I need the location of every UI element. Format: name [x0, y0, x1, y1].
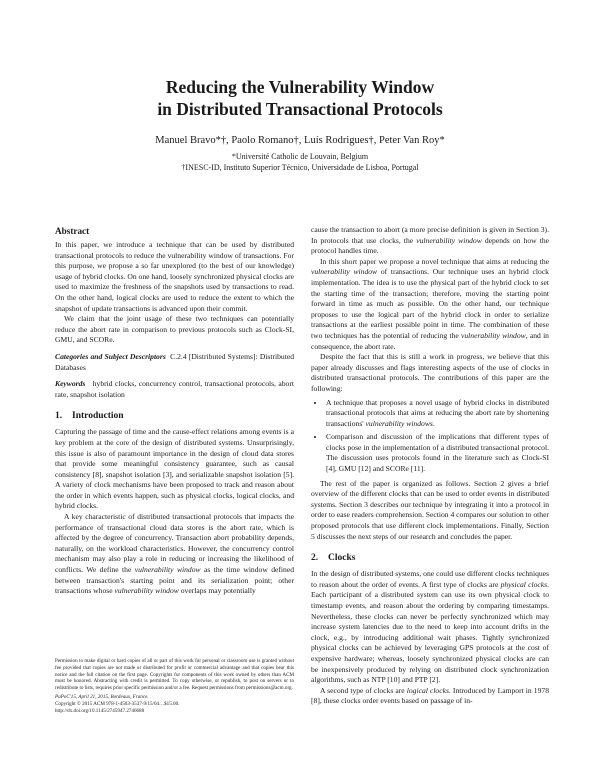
intro-paragraph-2a: [55, 512, 294, 597]
doi-link[interactable]: http://dx.doi.org/10.1145/2745947.2746688: [55, 707, 145, 714]
permission-text: Permission to make digital or hard copies of all or part of this work for personal or classroom use is granted without fee provided that copies are not made or distributed for profit or commercial advantage and that copies bear this notice and the full citation on the first page. Copyrights for components of this work owned by others than ACM must be honored. Abstracting with credit is permitted. To copy otherwise, or republish, to post on servers or to redistribute to lists, requires prior specific permission and/or a fee. Request permissions from permissions@acm.org.: [55, 658, 294, 692]
clocks-p2-emphasis: logical clocks: [406, 685, 449, 695]
categories-text: C.2.4 [Distributed Systems]: Distributed Databases: [55, 351, 294, 372]
intro-p2-text-b: as the time window defined between transaction's starting point and its serialization point; other transactions whose: [55, 565, 294, 596]
intro-heading: [55, 410, 294, 422]
conference-name: PaPoC'15, April 21, 2015, Bordeaux, France.: [55, 693, 149, 700]
clocks-title: Clocks: [328, 553, 356, 564]
clocks-number: 2.: [311, 553, 319, 564]
categories-label: Categories and Subject Descriptors: [55, 351, 166, 361]
intro-title: Introduction: [72, 411, 124, 422]
clocks-p2-text-a: A second type of clocks are: [320, 685, 407, 695]
intro-p2-emphasis-2: vulnerability window: [114, 586, 179, 596]
intro-p3-text-c: , and in consequence, the abort rate.: [311, 330, 549, 351]
keywords-block: [55, 379, 294, 400]
intro-p2-emphasis-3: vulnerability window: [416, 235, 482, 245]
permission-footnote: [55, 658, 294, 714]
intro-p3-emphasis-1: vulnerability window: [311, 267, 378, 277]
contribution-item-1: [325, 398, 549, 430]
intro-paragraph-3: [311, 257, 549, 352]
keywords-label: Keywords: [55, 379, 86, 389]
title-line-2: in Distributed Transactional Protocols: [157, 99, 443, 119]
right-column: [311, 225, 549, 707]
intro-p3-text-b: of transactions. Our technique uses an hybrid clock implementation. The idea is to use the physical part of the hybrid clock to set the starting time of the transaction; therefore, moving the starting point forward in time as much as possible. On the other hand, our technique proposes to use the logical part of the hybrid clock in order to serialize transactions at the earliest possible point in time. The combination of these two techniques has the potential of reducing the: [311, 267, 549, 340]
intro-p2-text-a: A key characteristic of distributed transactional protocols that impacts the performance of transactional cloud data stores is the abort rate, which is affected by the degree of concurrency. Transaction abort probability depends, naturally, on the workload characteristics. However, the concurrency control mechanism may also play a role in reducing or increasing the likelihood of conflicts. We define the: [55, 512, 294, 575]
contributions-list: [311, 398, 549, 475]
intro-paragraph-4: Despite the fact that this is still a work in progress, we believe that this paper already discusses and flags interesting aspects of the use of clocks in distributed transactional protocols. The contributions of this paper are the following:: [311, 352, 549, 393]
intro-p2-emphasis-1: vulnerability window: [134, 565, 201, 575]
clocks-p2-text-b: . Introduced by Lamport in 1978 [8], these clocks order events based on passage of in-: [311, 685, 549, 706]
affiliation-inesc: †INESC-ID, Instituto Superior Técnico, Universidade de Lisboa, Portugal: [181, 163, 419, 172]
intro-p2-text-d: depends on how the protocol handles time.: [311, 235, 549, 256]
intro-paragraph-1: Capturing the passage of time and the cause-effect relations among events is a key problem at the core of the design of distributed systems. Unsurprisingly, this issue is also of paramount importance in the design of cloud data stores that provide some meaningful consistency guarantee, such as causal consistency [8], snapshot isolation [3], and serializable snapshot isolation [5]. A variety of clock mechanisms have been proposed to track and reason about the order in which events happen, such as physical clocks, logical clocks, and hybrid clocks.: [55, 427, 294, 511]
abstract-heading: Abstract: [55, 226, 90, 236]
affiliations: [0, 151, 600, 173]
copyright-line: Copyright © 2015 ACM 978-1-4503-3537-9/15/04…$15.00.: [55, 700, 180, 707]
title-line-1: Reducing the Vulnerability Window: [165, 77, 435, 97]
contribution-1-end: .: [432, 418, 435, 428]
contribution-item-2: • Comparison and discussion of the implications that different types of clocks pose in the implementation of a distributed transactional protocol. The discussion uses protocols found in the literature such as Clock-SI [4], GMU [12] and SCORe [11].: [325, 432, 549, 474]
affiliation-louvain: *Université Catholic de Louvain, Belgium: [231, 152, 369, 161]
abstract-paragraph-1: In this paper, we introduce a technique that can be used by distributed transactional protocols to reduce the vulnerability window of transactions. For this purpose, we propose a so far unexplored (to the best of our knowledge) usage of hybrid clocks. On one hand, loosely synchronized physical clocks are used to maximize the freshness of the snapshots used by transactions to read. On the other hand, logical clocks are used to reduce the extent to which the snapshot of update transactions is advanced upon their commit.: [55, 240, 294, 313]
intro-paragraph-2b: cause the transaction to abort (a more precise definition is given in Section 3). In protocols that use clocks, the vulnerability window depends on how the protocol handles time.: [311, 225, 549, 256]
keywords-text: hybrid clocks, concurrency control, transactional protocols, abort rate, snapshot isolation: [55, 379, 294, 399]
clocks-p1-text-a: In the design of distributed systems, one could use different clocks techniques to reason about the order of events. A first type of clocks are: [311, 569, 549, 589]
abstract-paragraph-2: We claim that the joint usage of these two techniques can potentially reduce the abort rate in comparison to previous protocols such as Clock-SI, GMU, and SCORe.: [55, 314, 294, 345]
intro-p2-text-c-start: overlaps may potentially: [178, 586, 256, 596]
clocks-p1-text-b: . Each participant of a distributed system can use its own physical clock to timestamp events, and reason about the ordering by comparing timestamps. Nevertheless, these clocks can never be perfectly synchronized which may increase system latencies due to the need to keep into account drifts in the clock, e.g., by introducing additional wait phases. Tightly synchronized physical clocks can be achieved by leveraging GPS protocols at the cost of expensive hardware; whereas, loosely synchronized physical clocks are can be inexpensively produced by relying on distributed clock synchronization algorithms, such as NTP [10] and PTP [2].: [311, 579, 549, 685]
intro-p3-text-a: In this short paper we propose a novel technique that aims at reducing the: [320, 256, 549, 266]
contribution-1-text: A technique that proposes a novel usage of hybrid clocks in distributed transactional protocols that aims at reducing the abort rate by shortening transactions': [326, 397, 549, 428]
paper-title: [0, 76, 600, 120]
author-list: Manuel Bravo*†, Paolo Romano†, Luís Rodrigues†, Peter Van Roy*: [155, 135, 445, 146]
intro-number: 1.: [55, 411, 63, 422]
clocks-heading: [311, 552, 549, 564]
clocks-p1-emphasis: physical clocks: [500, 579, 548, 589]
left-column: [55, 225, 294, 597]
categories-block: [55, 352, 294, 373]
intro-paragraph-5: The rest of the paper is organized as follows. Section 2 gives a brief overview of the different clocks that can be used to order events in distributed systems. Section 3 describes our technique by integrating it into a protocol in order to ease readers comprehension. Section 4 compares our solution to other proposed protocols that use different clock implementations. Finally, Section 5 discusses the next steps of our research and concludes the paper.: [311, 478, 549, 541]
conference-info: [55, 694, 294, 701]
clocks-paragraph-1: [311, 569, 549, 686]
clocks-paragraph-2: [311, 686, 549, 707]
intro-p3-emphasis-2: vulnerability window: [461, 330, 526, 340]
contribution-1-emphasis: vulnerability windows: [365, 418, 433, 428]
